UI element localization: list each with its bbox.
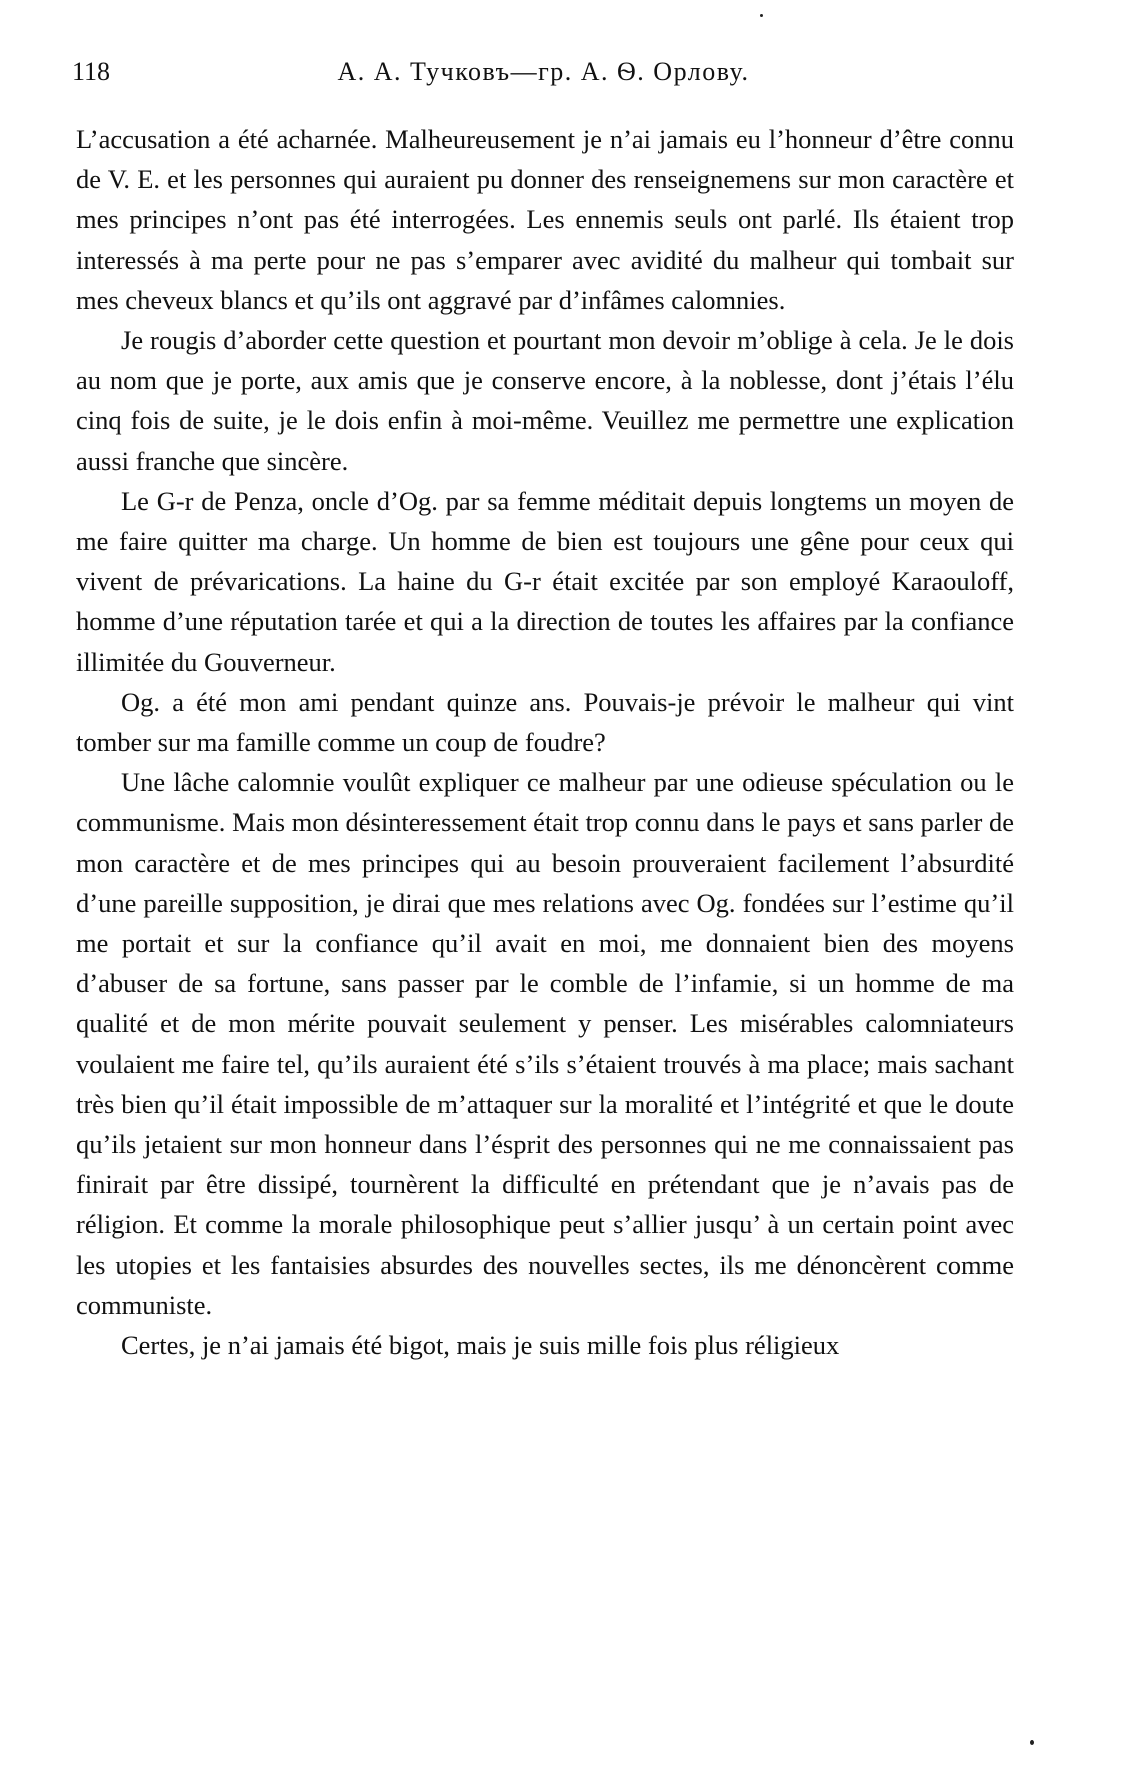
print-speck: [1030, 1740, 1034, 1745]
paragraph-1: L’accusation a été acharnée. Malheureusement je n’ai jamais eu l’honneur d’être connu de V. E. et les personnes qui auraient pu donner des renseignemens sur mon caractère et mes principes n’ont pas été interrogées. Les ennemis seuls ont parlé. Ils étaient trop interessés à ma perte pour ne pas s’emparer avec avidité du malheur qui tombait sur mes cheveux blancs et qu’ils ont aggravé par d’infâmes calomnies.: [76, 124, 1014, 315]
body-text: [76, 119, 1014, 1365]
page-number: 118: [72, 57, 111, 86]
running-head: [72, 50, 1015, 94]
paragraph-4: Og. a été mon ami pendant quinze ans. Pouvais-je prévoir le malheur qui vint tomber sur ma famille comme un coup de foudre?: [76, 686, 1014, 758]
paragraph-6: Certes, je n’ai jamais été bigot, mais je suis mille fois plus réligieux: [121, 1330, 840, 1361]
paragraph-2: Je rougis d’aborder cette question et pourtant mon devoir m’oblige à cela. Je le dois au nom que je porte, aux amis que je conserve encore, à la noblesse, dont j’étais l’élu cinq fois de suite, je le dois enfin à moi-même. Veuillez me permettre une explication aussi franche que sincère.: [76, 325, 1014, 476]
running-title: А. А. Тучковъ—гр. А. Ѳ. Орлову.: [337, 57, 750, 86]
paragraph-3: Le G-r de Penza, oncle d’Og. par sa femme méditait depuis longtems un moyen de me faire quitter ma charge. Un homme de bien est toujours une gêne pour ceux qui vivent de prévarications. La haine du G-r était excitée par son employé Karaouloff, homme d’une réputation tarée et qui a la direction de toutes les affaires par la confiance illimitée du Gouverneur.: [76, 485, 1014, 677]
paragraph-5: Une lâche calomnie voulût expliquer ce malheur par une odieuse spéculation ou le communisme. Mais mon désinteressement était trop connu dans le pays et sans parler de mon caractère et de mes principes qui au besoin prouveraient facilement l’absurdité d’une pareille supposition, je dirai que mes relations avec Og. fondées sur l’estime qu’il me portait et sur la confiance qu’il avait en moi, me donnaient bien des moyens d’abuser de sa fortune, sans passer par le comble de l’infamie, si un homme de ma qualité et de mon mérite pouvait seulement y penser. Les misérables calomniateurs voulaient me faire tel, qu’ils auraient été s’ils s’étaient trouvés à ma place; mais sachant très bien qu’il était impossible de m’attaquer sur la moralité et l’intégrité et que le doute qu’ils jetaient sur mon honneur dans l’ésprit des personnes qui ne me connaissaient pas finirait par être dissipé, tournèrent la difficulté en prétendant que je n’avais pas de réligion. Et comme la morale philosophique peut s’allier jusqu’ à un certain point avec les utopies et les fantaisies absurdes des nouvelles sectes, ils me dénoncèrent comme communiste.: [76, 767, 1014, 1320]
print-speck: [760, 14, 763, 17]
